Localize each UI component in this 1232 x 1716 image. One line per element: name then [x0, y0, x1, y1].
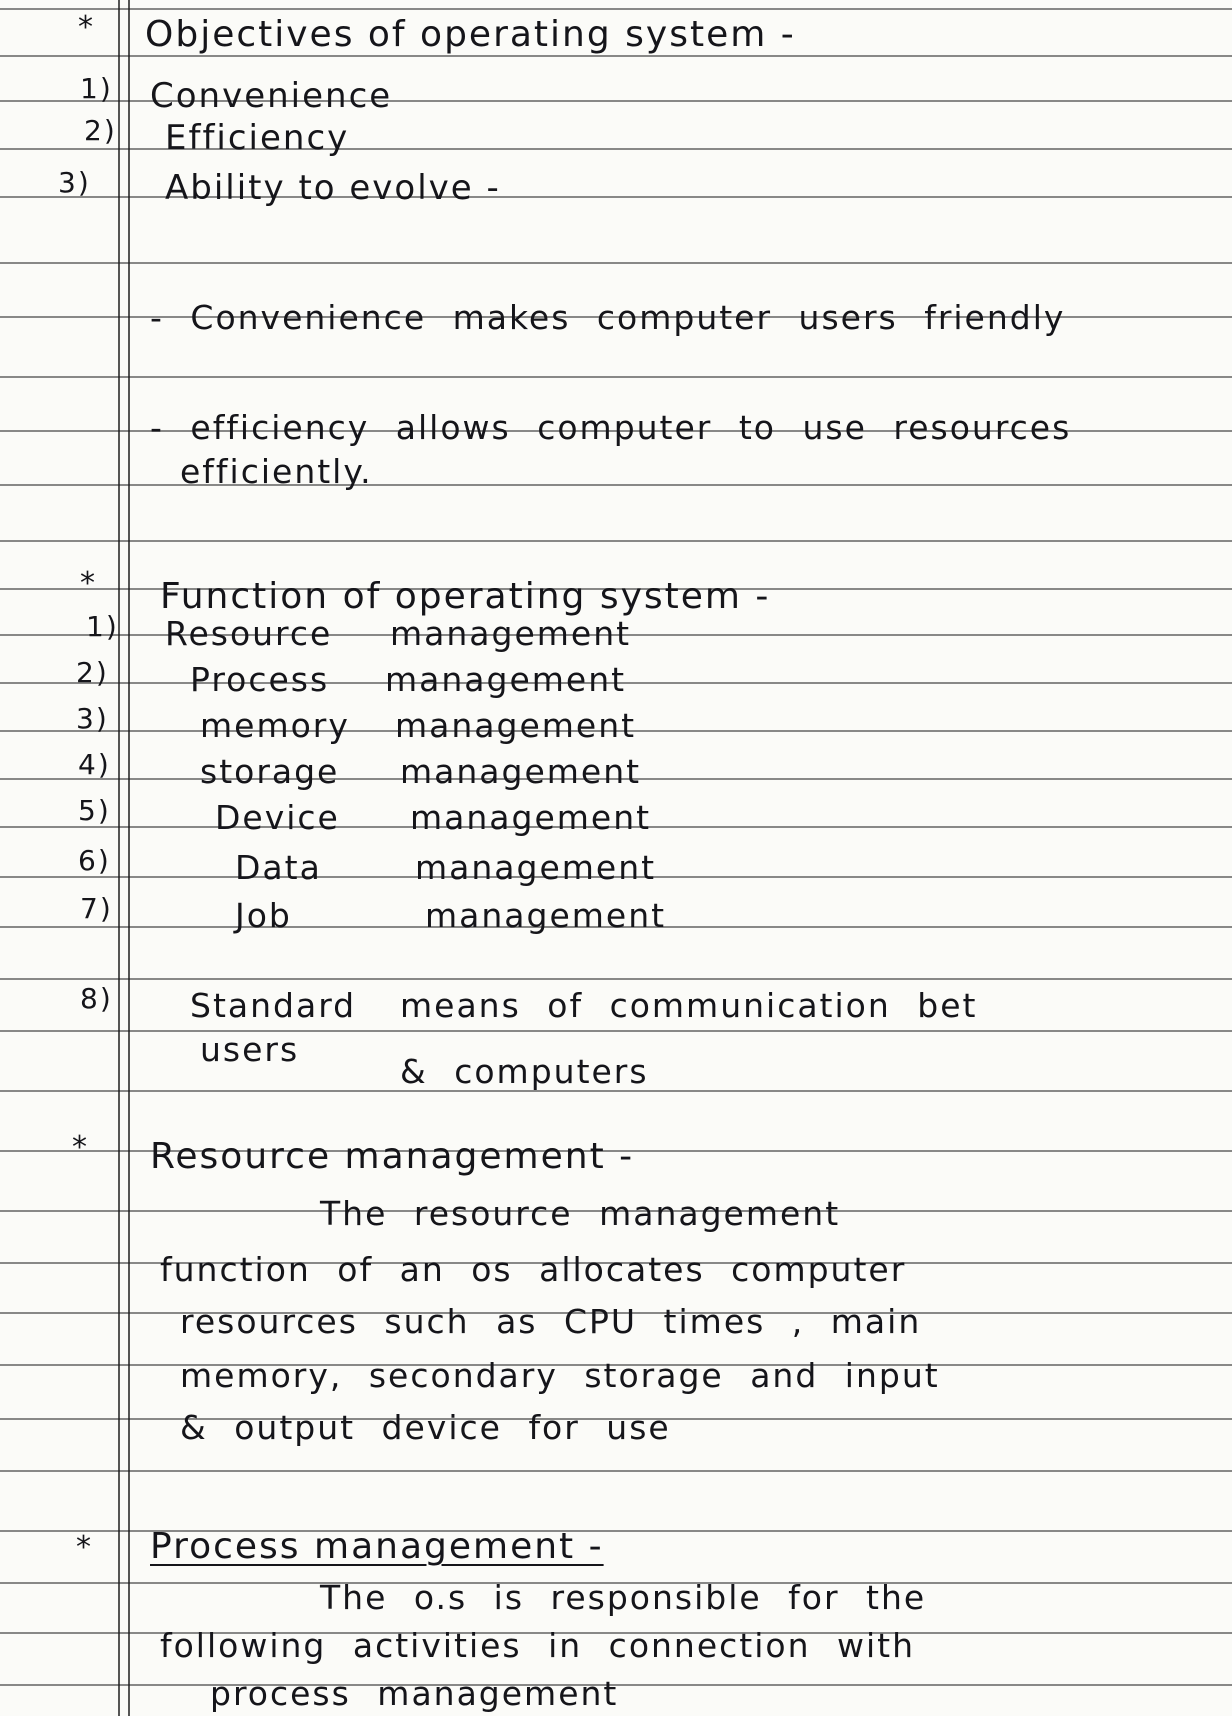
- function-item-8-number: 8): [80, 982, 113, 1015]
- efficiency-note-line1: - efficiency allows computer to use resources: [150, 408, 1072, 447]
- function-item-4-number: 4): [78, 748, 111, 781]
- process-heading: Process management -: [150, 1526, 604, 1567]
- ruled-line: [0, 262, 1232, 264]
- functions-heading: Function of operating system -: [160, 576, 771, 617]
- ruled-line: [0, 1030, 1232, 1032]
- efficiency-note-line2: efficiently.: [180, 452, 373, 491]
- function-item-8-text: means of communication bet: [400, 986, 978, 1025]
- function-item-5-label: Device: [215, 798, 340, 837]
- process-line-3: process management: [210, 1674, 619, 1713]
- objective-item-2-number: 2): [84, 114, 117, 147]
- functions-marker: *: [80, 566, 97, 601]
- objective-item-1: Convenience: [150, 76, 393, 116]
- objective-item-1-number: 1): [80, 72, 113, 105]
- function-item-5-text: management: [410, 798, 652, 837]
- function-item-7-text: management: [425, 896, 667, 935]
- process-line-2: following activities in connection with: [160, 1626, 916, 1665]
- function-item-1-number: 1): [86, 610, 119, 643]
- objective-item-3: Ability to evolve -: [165, 168, 501, 208]
- resource-line-3: resources such as CPU times , main: [180, 1302, 922, 1341]
- function-item-8-label: Standard: [190, 986, 357, 1025]
- objectives-marker: *: [78, 10, 95, 45]
- function-item-1-label: Resource: [165, 614, 333, 653]
- function-item-2-text: management: [385, 660, 627, 699]
- resource-marker: *: [72, 1130, 89, 1165]
- function-item-3-number: 3): [76, 702, 109, 735]
- function-item-8-line2-right: & computers: [400, 1052, 649, 1091]
- process-line-1: The o.s is responsible for the: [320, 1578, 927, 1617]
- margin-line-right: [128, 0, 130, 1716]
- function-item-6-label: Data: [235, 848, 322, 887]
- ruled-line: [0, 55, 1232, 57]
- resource-line-1: The resource management: [320, 1194, 841, 1233]
- margin-line-left: [118, 0, 120, 1716]
- ruled-line: [0, 376, 1232, 378]
- function-item-2-number: 2): [76, 656, 109, 689]
- function-item-7-number: 7): [80, 892, 113, 925]
- objectives-heading: Objectives of operating system -: [145, 14, 796, 55]
- ruled-line: [0, 540, 1232, 542]
- function-item-8-line2-left: users: [200, 1030, 300, 1069]
- function-item-3-text: management: [395, 706, 637, 745]
- function-item-7-label: Job: [235, 896, 292, 935]
- ruled-line: [0, 8, 1232, 10]
- function-item-6-number: 6): [78, 844, 111, 877]
- resource-line-5: & output device for use: [180, 1408, 671, 1447]
- function-item-3-label: memory: [200, 706, 350, 745]
- resource-line-4: memory, secondary storage and input: [180, 1356, 940, 1395]
- ruled-line: [0, 1470, 1232, 1472]
- function-item-4-text: management: [400, 752, 642, 791]
- convenience-note: - Convenience makes computer users friendly: [150, 298, 1066, 337]
- function-item-1-text: management: [390, 614, 632, 653]
- resource-line-2: function of an os allocates computer: [160, 1250, 907, 1289]
- function-item-2-label: Process: [190, 660, 330, 699]
- process-marker: *: [76, 1530, 93, 1565]
- function-item-4-label: storage: [200, 752, 340, 791]
- ruled-line: [0, 978, 1232, 980]
- function-item-6-text: management: [415, 848, 657, 887]
- objective-item-3-number: 3): [58, 166, 91, 199]
- resource-heading: Resource management -: [150, 1136, 635, 1177]
- function-item-5-number: 5): [78, 794, 111, 827]
- objective-item-2: Efficiency: [165, 118, 350, 158]
